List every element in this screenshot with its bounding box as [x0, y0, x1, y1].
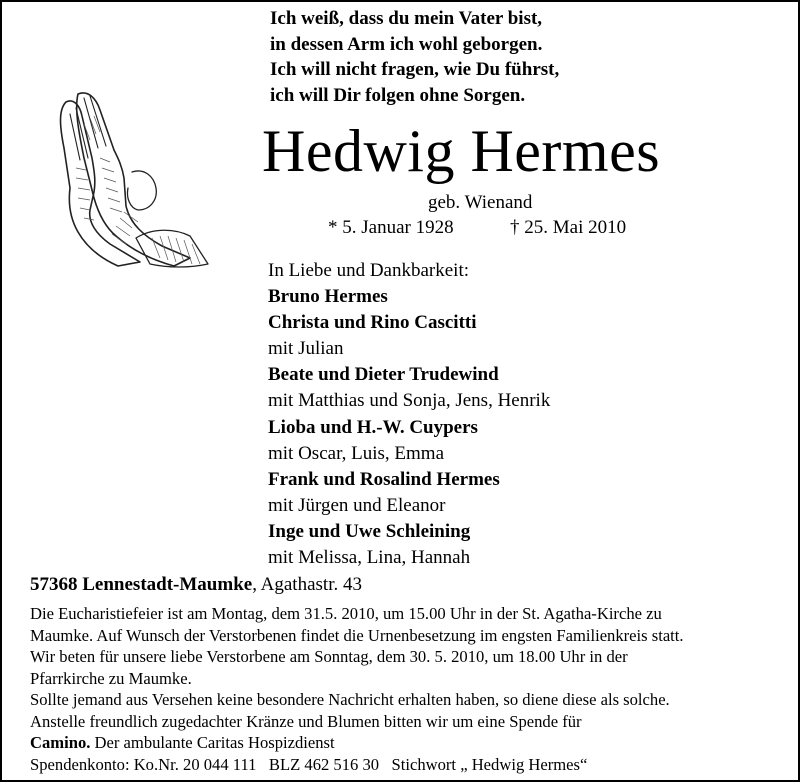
note-line: Sollte jemand aus Versehen keine besondere Nachricht erhalten haben, so diene diese als solche. [30, 690, 670, 709]
mourner-line: Lioba und H.-W. Cuypers [268, 416, 478, 438]
donation-account: Spendenkonto: Ko.Nr. 20 044 111 BLZ 462 516 30 Stichwort „ Hedwig Hermes“ [30, 754, 588, 774]
mourner-line: mit Oscar, Luis, Emma [268, 442, 445, 464]
note-line: Die Eucharistiefeier ist am Montag, dem 31.5. 2010, um 15.00 Uhr in der St. Agatha-Kirche zu [30, 604, 662, 623]
note-line: Pfarrkirche zu Maumke. [30, 668, 192, 688]
mourner-line: Beate und Dieter Trudewind [268, 364, 499, 386]
poem-line: in dessen Arm ich wohl geborgen. [270, 33, 543, 55]
mourner-line: Inge und Uwe Schleining [268, 520, 471, 542]
address-city: 57368 Lennestadt-Maumke [30, 574, 253, 595]
charity-name: Camino. [30, 733, 91, 752]
mourner-line: Christa und Rino Cascitti [268, 312, 477, 334]
address [30, 574, 362, 596]
charity-description: Der ambulante Caritas Hospizdienst [90, 733, 335, 752]
death-date: † 25. Mai 2010 [510, 217, 627, 238]
birth-date: * 5. Januar 1928 [328, 217, 454, 238]
mourners-intro: In Liebe und Dankbarkeit: [268, 260, 470, 281]
poem [270, 6, 559, 108]
poem-line: Ich weiß, dass du mein Vater bist, [270, 8, 543, 29]
deceased-name: Hedwig Hermes [262, 118, 661, 184]
mourner-line: mit Melissa, Lina, Hannah [268, 547, 471, 569]
note-line: Anstelle freundlich zugedachter Kränze und Blumen bitten wir um eine Spende für [30, 711, 582, 731]
mourners-list [268, 258, 550, 571]
poem-line: Ich will nicht fragen, wie Du führst, [270, 59, 560, 80]
address-street: , Agathastr. 43 [252, 574, 362, 595]
note-line: Wir beten für unsere liebe Verstorbene am Sonntag, dem 30. 5. 2010, um 18.00 Uhr in der [30, 647, 628, 666]
mourner-line: mit Jürgen und Eleanor [268, 494, 446, 516]
note-line: Maumke. Auf Wunsch der Verstorbenen findet die Urnenbesetzung im engsten Familienkreis statt. [30, 625, 684, 645]
mourner-line: mit Matthias und Sonja, Jens, Henrik [268, 390, 551, 412]
poem-line: ich will Dir folgen ohne Sorgen. [270, 84, 526, 106]
charity-line [30, 732, 684, 754]
mourner-line: mit Julian [268, 338, 344, 360]
service-notes [30, 603, 684, 775]
praying-hands-icon [40, 88, 220, 270]
maiden-name: geb. Wienand [428, 192, 533, 213]
mourner-line: Frank und Rosalind Hermes [268, 468, 500, 490]
mourner-line: Bruno Hermes [268, 286, 388, 308]
